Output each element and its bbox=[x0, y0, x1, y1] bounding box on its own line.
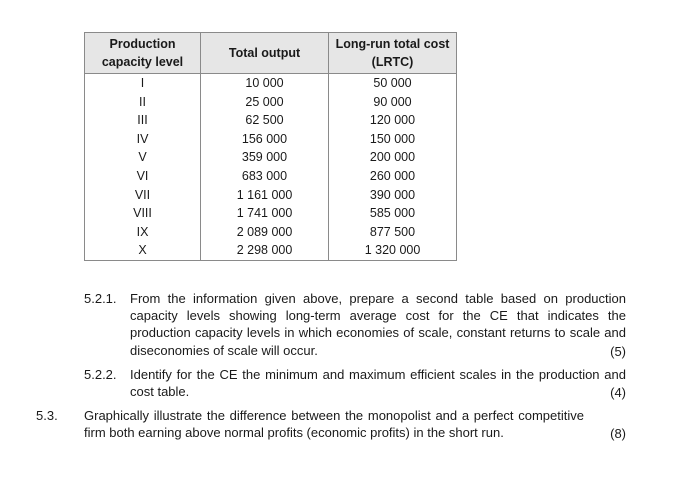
question-text: Graphically illustrate the difference between the monopolist and a perfect competitive firm both earning above normal profits (economic profits) in the short run. bbox=[84, 408, 584, 441]
cell-lrtc: 50 000 bbox=[329, 74, 457, 93]
table-row bbox=[85, 111, 457, 130]
question-text: Identify for the CE the minimum and maximum efficient scales in the production and cost table. bbox=[130, 367, 626, 400]
cell-lrtc: 1 320 000 bbox=[329, 241, 457, 260]
question-5-2-2 bbox=[84, 366, 626, 401]
cell-total-output: 2 089 000 bbox=[201, 223, 329, 242]
question-number: 5.2.2. bbox=[84, 367, 117, 382]
cell-capacity-level: IX bbox=[85, 223, 201, 242]
cell-capacity-level: VII bbox=[85, 186, 201, 205]
question-text: From the information given above, prepare a second table based on production capacity levels showing long-term average cost for the CE that indicates the production capacity levels in which economies of scale, constant returns to scale and diseconomies of scale will occur. bbox=[130, 291, 626, 358]
table-row bbox=[85, 74, 457, 93]
cell-total-output: 156 000 bbox=[201, 130, 329, 149]
table-row bbox=[85, 186, 457, 205]
cell-lrtc: 200 000 bbox=[329, 148, 457, 167]
header-lrtc: Long-run total cost (LRTC) bbox=[329, 33, 457, 74]
table-row bbox=[85, 167, 457, 186]
cell-total-output: 2 298 000 bbox=[201, 241, 329, 260]
cell-lrtc: 120 000 bbox=[329, 111, 457, 130]
header-capacity-level: Production capacity level bbox=[85, 33, 201, 74]
cell-total-output: 25 000 bbox=[201, 93, 329, 112]
question-marks: (4) bbox=[610, 384, 626, 400]
cell-capacity-level: II bbox=[85, 93, 201, 112]
cell-lrtc: 150 000 bbox=[329, 130, 457, 149]
table-header-row bbox=[85, 33, 457, 74]
table-row bbox=[85, 241, 457, 260]
table-row bbox=[85, 223, 457, 242]
header-total-output: Total output bbox=[201, 33, 329, 74]
cell-capacity-level: VIII bbox=[85, 204, 201, 223]
question-number: 5.2.1. bbox=[84, 291, 117, 306]
cell-capacity-level: X bbox=[85, 241, 201, 260]
cell-total-output: 683 000 bbox=[201, 167, 329, 186]
cell-lrtc: 90 000 bbox=[329, 93, 457, 112]
cell-lrtc: 585 000 bbox=[329, 204, 457, 223]
table-row bbox=[85, 204, 457, 223]
question-5-3 bbox=[36, 407, 626, 442]
cell-lrtc: 390 000 bbox=[329, 186, 457, 205]
cell-capacity-level: IV bbox=[85, 130, 201, 149]
table-row bbox=[85, 130, 457, 149]
cell-capacity-level: V bbox=[85, 148, 201, 167]
cell-capacity-level: III bbox=[85, 111, 201, 130]
cell-lrtc: 260 000 bbox=[329, 167, 457, 186]
cell-total-output: 1 741 000 bbox=[201, 204, 329, 223]
production-cost-table bbox=[84, 32, 457, 261]
cell-capacity-level: I bbox=[85, 74, 201, 93]
table-row bbox=[85, 148, 457, 167]
table-row bbox=[85, 93, 457, 112]
cell-total-output: 62 500 bbox=[201, 111, 329, 130]
question-5-2-1 bbox=[84, 290, 626, 360]
cell-total-output: 1 161 000 bbox=[201, 186, 329, 205]
question-marks: (5) bbox=[610, 343, 626, 359]
question-number: 5.3. bbox=[36, 408, 58, 423]
cell-lrtc: 877 500 bbox=[329, 223, 457, 242]
cell-total-output: 359 000 bbox=[201, 148, 329, 167]
cell-capacity-level: VI bbox=[85, 167, 201, 186]
cell-total-output: 10 000 bbox=[201, 74, 329, 93]
question-marks: (8) bbox=[610, 425, 626, 441]
